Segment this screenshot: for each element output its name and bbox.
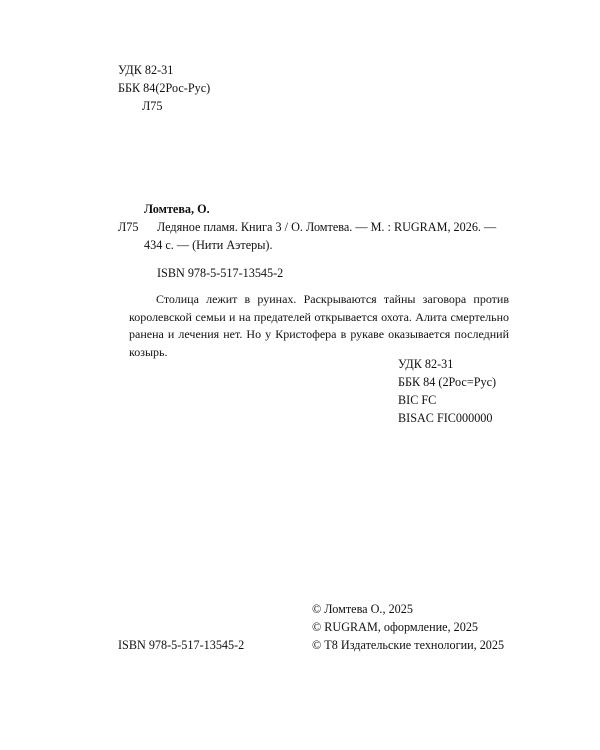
title-line-2: 434 с. — (Нити Аэтеры). [144,238,273,252]
annotation: Столица лежит в руинах. Раскрываются тайны заговора против королевской семьи и на предателей открывается охота. Алита смертельно ранена и лечения нет. Но у Кристофера в рукаве оказывается последний козырь. [129,292,509,359]
class-udk: УДК 82-31 [398,357,454,371]
author-heading: Ломтева, О. [144,202,210,216]
copyright-author: © Ломтева О., 2025 [312,602,413,616]
class-bisac: BISAC FIC000000 [398,411,493,425]
title-line-1: Ледяное пламя. Книга 3 / О. Ломтева. — М. : RUGRAM, 2026. — [157,220,497,234]
top-udk: УДК 82-31 [118,63,174,77]
record-author-mark: Л75 [118,220,139,234]
class-bic: BIC FC [398,393,437,407]
copyright-publisher: © RUGRAM, оформление, 2025 [312,620,479,634]
copyright-t8: © Т8 Издательские технологии, 2025 [312,638,505,652]
class-bbk: ББК 84 (2Рос=Рус) [398,375,497,389]
top-bbk: ББК 84(2Рос-Рус) [118,81,211,95]
footer-isbn: ISBN 978-5-517-13545-2 [118,638,245,652]
top-author-mark: Л75 [142,99,163,113]
record-isbn: ISBN 978-5-517-13545-2 [157,266,284,280]
